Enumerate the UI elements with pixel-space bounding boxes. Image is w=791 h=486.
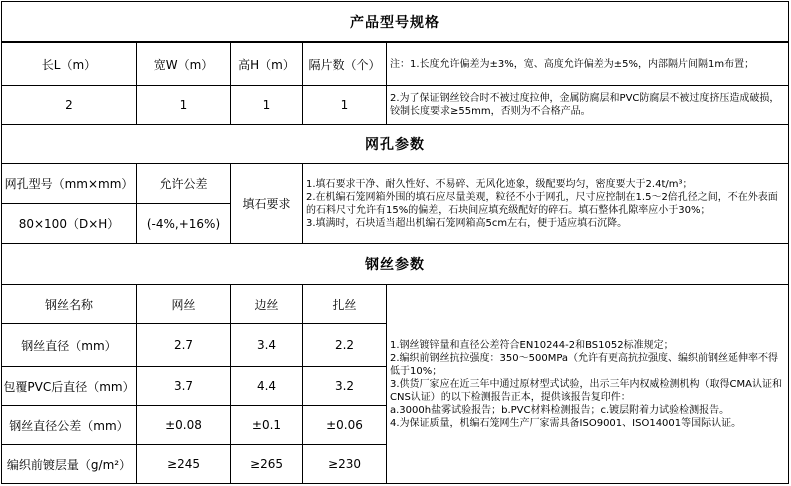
header-height: 高H（m）: [230, 42, 303, 86]
wire-cell: ≥265: [230, 444, 303, 484]
header-width: 宽W（m）: [136, 42, 231, 86]
specs-note-1: 注：1.长度允许偏差为±3%，宽、高度允许偏差为±5%，内部隔片间隔1m布置；: [386, 42, 789, 86]
wire-cell: 3.7: [136, 366, 231, 406]
wire-header-mesh: 网丝: [136, 284, 231, 324]
specs-note-2: 2.为了保证钢丝铰合时不被过度拉伸，金属防腐层和PVC防腐层不被过度挤压造成破损，铰制长度要求≥55mm，否则为不合格产品。: [386, 85, 789, 125]
mesh-tolerance-label: 允许公差: [136, 163, 231, 204]
mesh-tolerance-value: (-4%,+16%): [136, 203, 231, 244]
wire-notes: [386, 284, 789, 484]
fill-note-3: 3.填满时，石块适当超出机编石笼网箱高5cm左右，便于适应填石沉降。: [306, 217, 628, 229]
header-partitions: 隔片数（个）: [302, 42, 387, 86]
wire-cell: ±0.1: [230, 405, 303, 445]
wire-note-1: 1.钢丝镀锌量和直径公差符合EN10244-2和BS1052标准规定；: [390, 339, 674, 351]
wire-header-tie: 扎丝: [302, 284, 387, 324]
fill-note-1: 1.填石要求干净、耐久性好、不易碎、无风化迹象，级配要均匀，密度要大于2.4t/m³；: [306, 178, 693, 190]
wire-header-name: 钢丝名称: [1, 284, 137, 324]
wire-row-label: 钢丝直径公差（mm）: [1, 405, 137, 445]
wire-cell: ≥230: [302, 444, 387, 484]
wire-note-3a: a.3000h盐雾试验报告；b.PVC材料检测报告；c.镀层附着力试验检测报告。: [390, 404, 730, 416]
fill-stone-label: 填石要求: [230, 163, 303, 244]
value-width: 1: [136, 85, 231, 125]
mesh-model-value: 80×100（D×H）: [1, 203, 137, 244]
wire-cell: ±0.08: [136, 405, 231, 445]
section-title-specs: 产品型号规格: [1, 1, 789, 42]
wire-note-2: 2.编织前钢丝抗拉强度：350～500MPa（允许有更高抗拉强度、编织前钢丝延伸率不得低于10%；: [390, 352, 779, 377]
wire-row-label: 编织前镀层量（g/m²）: [1, 444, 137, 484]
section-title-mesh: 网孔参数: [1, 124, 789, 164]
wire-cell: ±0.06: [302, 405, 387, 445]
wire-cell: ≥245: [136, 444, 231, 484]
wire-row-label: 钢丝直径（mm）: [1, 323, 137, 367]
fill-note-2: 2.在机编石笼网箱外围的填石应尽量美观，粒径不小于网孔，尺寸应控制在1.5～2倍孔径之间，不在外表面的石料尺寸允许有15%的偏差，石块间应填充级配好的碎石。填石整体孔隙率应小于30%；: [306, 191, 778, 216]
wire-note-3: 3.供货厂家应在近三年中通过原材型式试验，出示三年内权威检测机构（取得CMA认证和CNS认证）的以下检测报告正本，提供该报告复印件：: [390, 378, 782, 403]
wire-cell: 3.2: [302, 366, 387, 406]
wire-cell: 2.7: [136, 323, 231, 367]
wire-row-label: 包覆PVC后直径（mm）: [1, 366, 137, 406]
value-length: 2: [1, 85, 137, 125]
fill-stone-notes: [302, 163, 789, 244]
section-title-wire: 钢丝参数: [1, 243, 789, 285]
wire-cell: 4.4: [230, 366, 303, 406]
header-length: 长L（m）: [1, 42, 137, 86]
wire-header-edge: 边丝: [230, 284, 303, 324]
value-partitions: 1: [302, 85, 387, 125]
wire-note-4: 4.为保证质量，机编石笼网生产厂家需具备ISO9001、ISO14001等国际认证。: [390, 417, 742, 429]
wire-cell: 2.2: [302, 323, 387, 367]
mesh-model-label: 网孔型号（mm×mm）: [1, 163, 137, 204]
wire-cell: 3.4: [230, 323, 303, 367]
value-height: 1: [230, 85, 303, 125]
